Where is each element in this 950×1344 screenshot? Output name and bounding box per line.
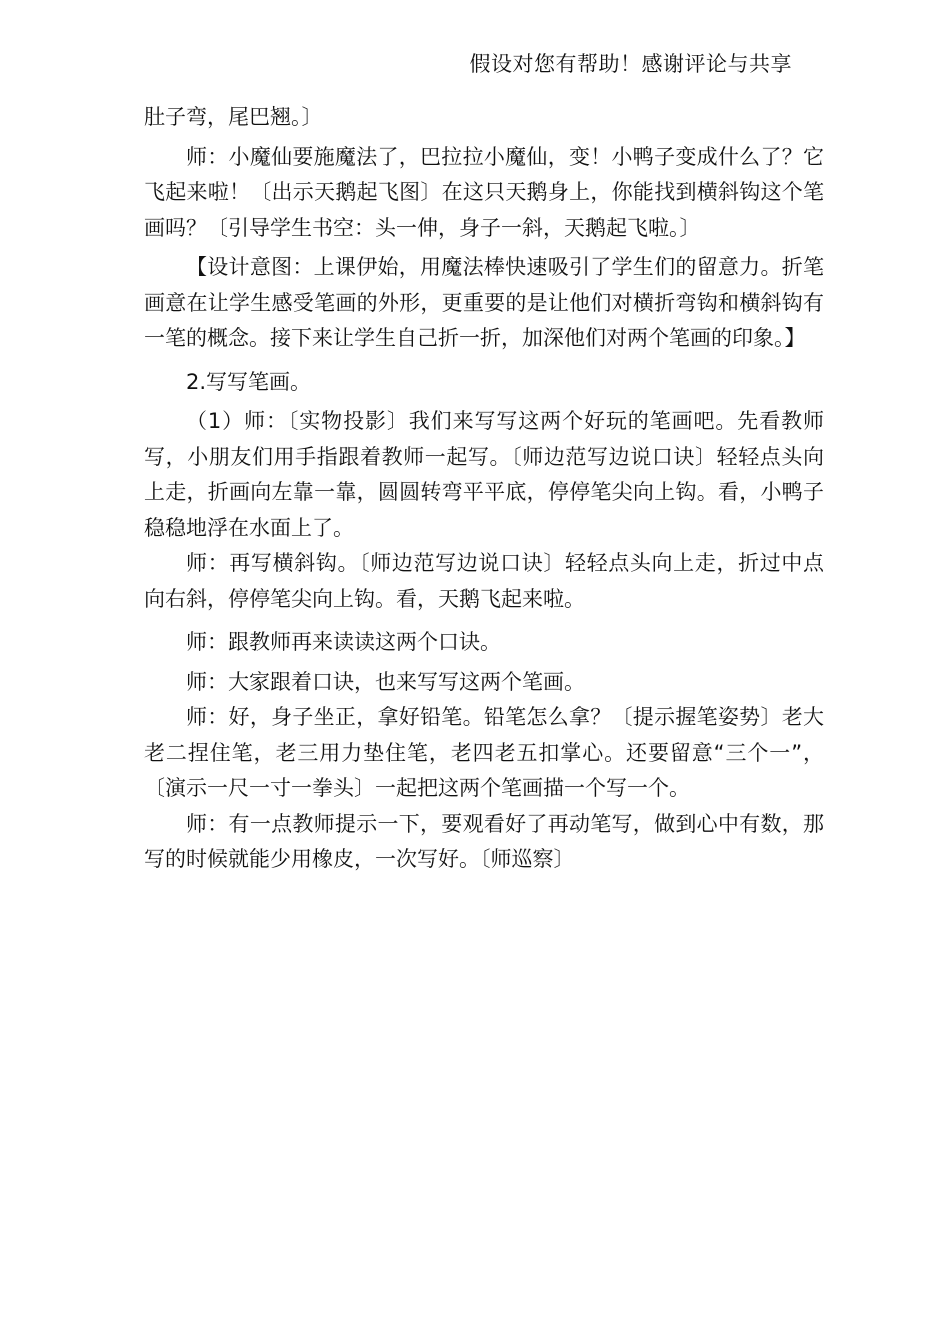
paragraph-7: 师：跟教师再来读读这两个口诀。 <box>186 630 501 654</box>
document-body <box>144 100 824 878</box>
paragraph-8: 师：大家跟着口诀，也来写写这两个笔画。 <box>186 669 585 694</box>
paragraph-9: 师：好，身子坐正，拿好铅笔。铅笔怎么拿？〔提示握笔姿势〕老大老二捏住笔，老三用力垫住笔，老四老五扣掌心。还要留意“三个一”，〔演示一尺一寸一拳头〕一起把这两个笔画描一个写一个。 <box>144 705 824 800</box>
paragraph-4: 2.写写笔画。 <box>186 369 312 394</box>
paragraph-1: 肚子弯，尾巴翘。〕 <box>144 105 323 129</box>
paragraph-6: 师：再写横斜钩。〔师边范写边说口诀〕轻轻点头向上走，折过中点向右斜，停停笔尖向上钩。看，天鹅飞起来啦。 <box>144 551 824 611</box>
paragraph-5: （1）师：〔实物投影〕我们来写写这两个好玩的笔画吧。先看教师写，小朋友们用手指跟着教师一起写。〔师边范写边说口诀〕轻轻点头向上走，折画向左靠一靠，圆圆转弯平平底，停停笔尖向上钩。看，小鸭子稳稳地浮在水面上了。 <box>144 409 824 540</box>
paragraph-3: 【设计意图：上课伊始，用魔法棒快速吸引了学生们的留意力。折笔画意在让学生感受笔画的外形，更重要的是让他们对横折弯钩和横斜钩有一笔的概念。接下来让学生自己折一折，加深他们对两个笔画的印象。】 <box>144 255 824 350</box>
paragraph-10: 师：有一点教师提示一下，要观看好了再动笔写，做到心中有数，那写的时候就能少用橡皮，一次写好。〔师巡察〕 <box>144 811 824 871</box>
page-header-text: 假设对您有帮助！感谢评论与共享 <box>469 52 792 76</box>
paragraph-2: 师：小魔仙要施魔法了，巴拉拉小魔仙，变！小鸭子变成什么了？它飞起来啦！〔出示天鹅起飞图〕在这只天鹅身上，你能找到横斜钩这个笔画吗？〔引导学生书空：头一伸，身子一斜，天鹅起飞啦。〕 <box>144 144 824 240</box>
